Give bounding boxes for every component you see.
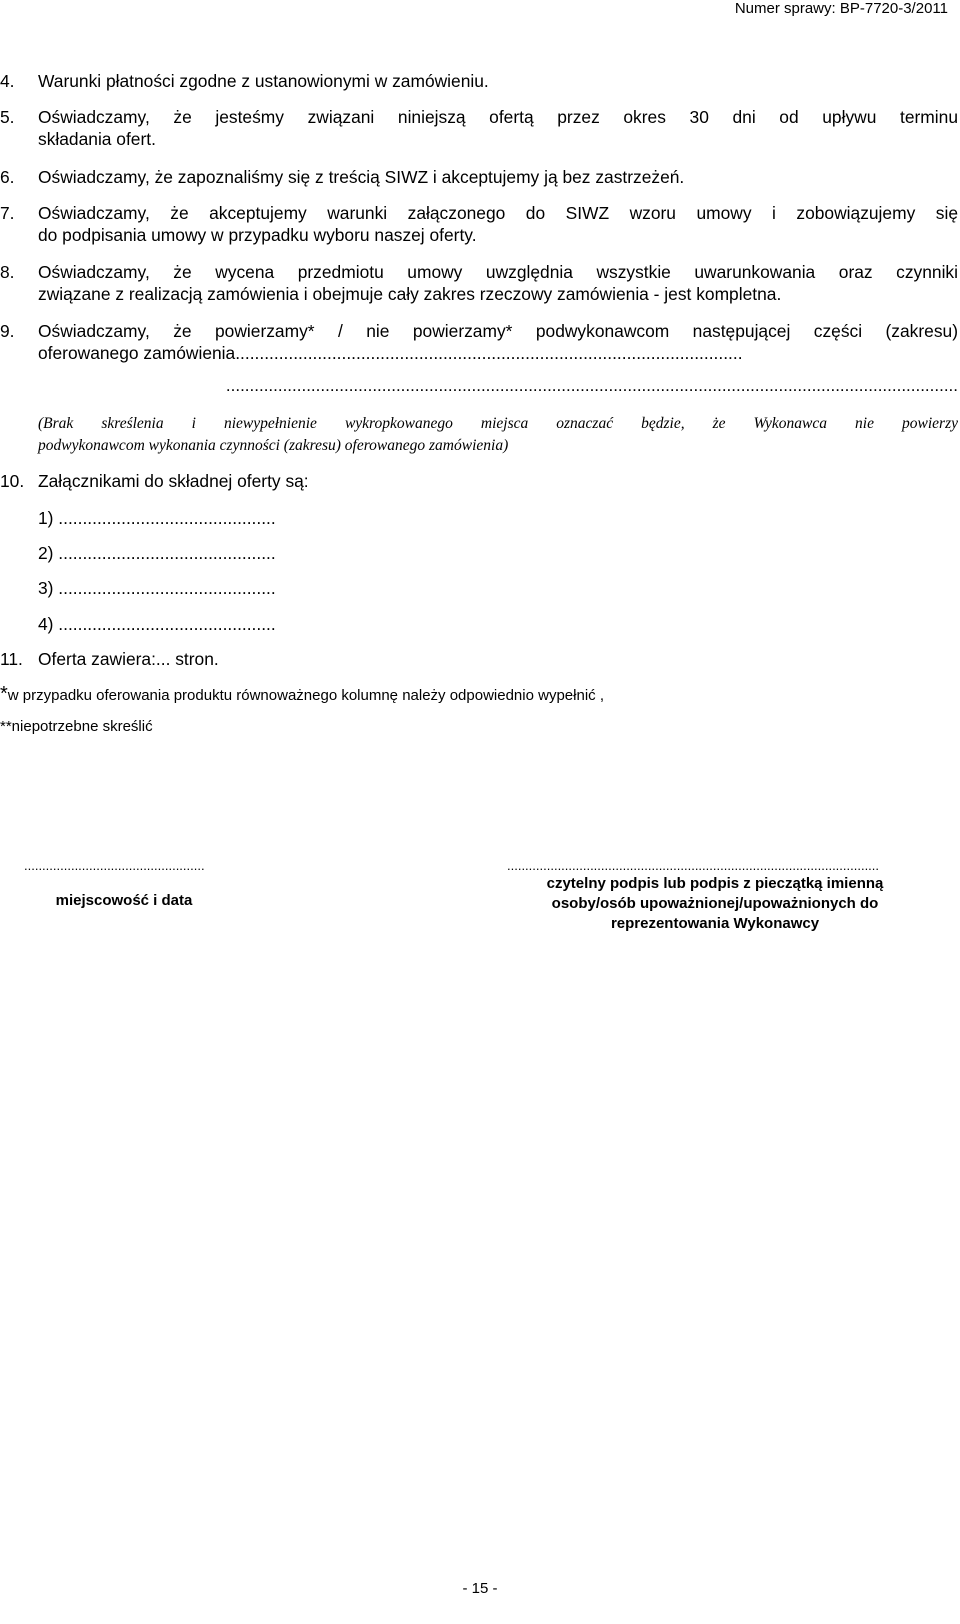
item-text-line-1: Oświadczamy, że wycena przedmiotu umowy uwzględnia wszystkie uwarunkowania oraz czynniki [38,262,958,282]
item-text-line-1: Oświadczamy, że powierzamy* / nie powierzamy* podwykonawcom następującej części (zakresu) [38,321,958,341]
attachment-line-2: 2) ............................................. [38,543,276,563]
list-item-7 [0,202,958,246]
dotted-fill-line: ........................................................................................................................................................... [225,376,958,395]
item-number: 10. [0,471,25,491]
item-number: 7. [0,203,15,223]
list-item-9 [0,320,958,364]
footnote-star-text: w przypadku oferowania produktu równoważnego kolumnę należy odpowiednio wypełnić , [7,687,604,704]
list-item-6 [0,166,958,188]
attachment-line-4: 4) ............................................. [38,614,276,634]
item-number: 11. [0,649,23,669]
item-number: 9. [0,321,15,341]
item-text: Załącznikami do składnej oferty są: [38,471,309,491]
item-number: 8. [0,262,15,282]
list-item-8 [0,261,958,305]
item-text-line-1: Oświadczamy, że akceptujemy warunki załączonego do SIWZ wzoru umowy i zobowiązujemy się [38,203,958,223]
signature-label-line-3: reprezentowania Wykonawcy [610,915,820,932]
list-item-5 [0,106,958,150]
case-number: Numer sprawy: BP-7720-3/2011 [734,0,948,17]
place-date-dotted-line: .................................................. [24,858,205,873]
place-date-label: miejscowość i data [55,892,193,909]
item-text: Oferta zawiera:... stron. [38,649,219,669]
list-item-4 [0,70,958,92]
note-line-2: podwykonawcom wykonania czynności (zakresu) oferowanego zamówienia) [38,437,509,454]
signature-label-line-1: czytelny podpis lub podpis z pieczątką imienną [546,875,884,892]
footnote-star [0,683,604,706]
item-text-line-2: związane z realizacją zamówienia i obejmuje cały zakres rzeczowy zamówienia - jest kompletna. [38,284,782,304]
item-number: 6. [0,167,15,187]
footnote-double-star: **niepotrzebne skreślić [0,718,153,735]
item-text-line-2: do podpisania umowy w przypadku wyboru naszej oferty. [38,225,477,245]
list-item-10 [0,470,958,492]
asterisk-mark: * [0,683,8,705]
note-line-1: (Brak skreślenia i niewypełnienie wykropkowanego miejsca oznaczać będzie, że Wykonawca nie powierzy [38,415,958,432]
attachment-line-1: 1) ............................................. [38,508,276,528]
signature-dotted-line: ....................................................................................................... [507,858,880,873]
signature-label-line-2: osoby/osób upoważnionej/upoważnionych do [551,895,879,912]
attachment-line-3: 3) ............................................. [38,578,276,598]
item-text-line-1: Oświadczamy, że jesteśmy związani niniejszą ofertą przez okres 30 dni od upływu terminu [38,107,958,127]
item-number: 4. [0,71,15,91]
list-item-11 [0,648,958,670]
signature-label [505,874,925,934]
item-number: 5. [0,107,15,127]
item-text-line-2: składania ofert. [38,129,156,149]
item-text: Warunki płatności zgodne z ustanowionymi w zamówieniu. [38,71,489,91]
note [38,413,958,457]
page-number: - 15 - [462,1580,498,1597]
item-text: Oświadczamy, że zapoznaliśmy się z treścią SIWZ i akceptujemy ją bez zastrzeżeń. [38,167,685,187]
item-text-line-2: oferowanego zamówienia......................................................................................................... [38,343,743,363]
